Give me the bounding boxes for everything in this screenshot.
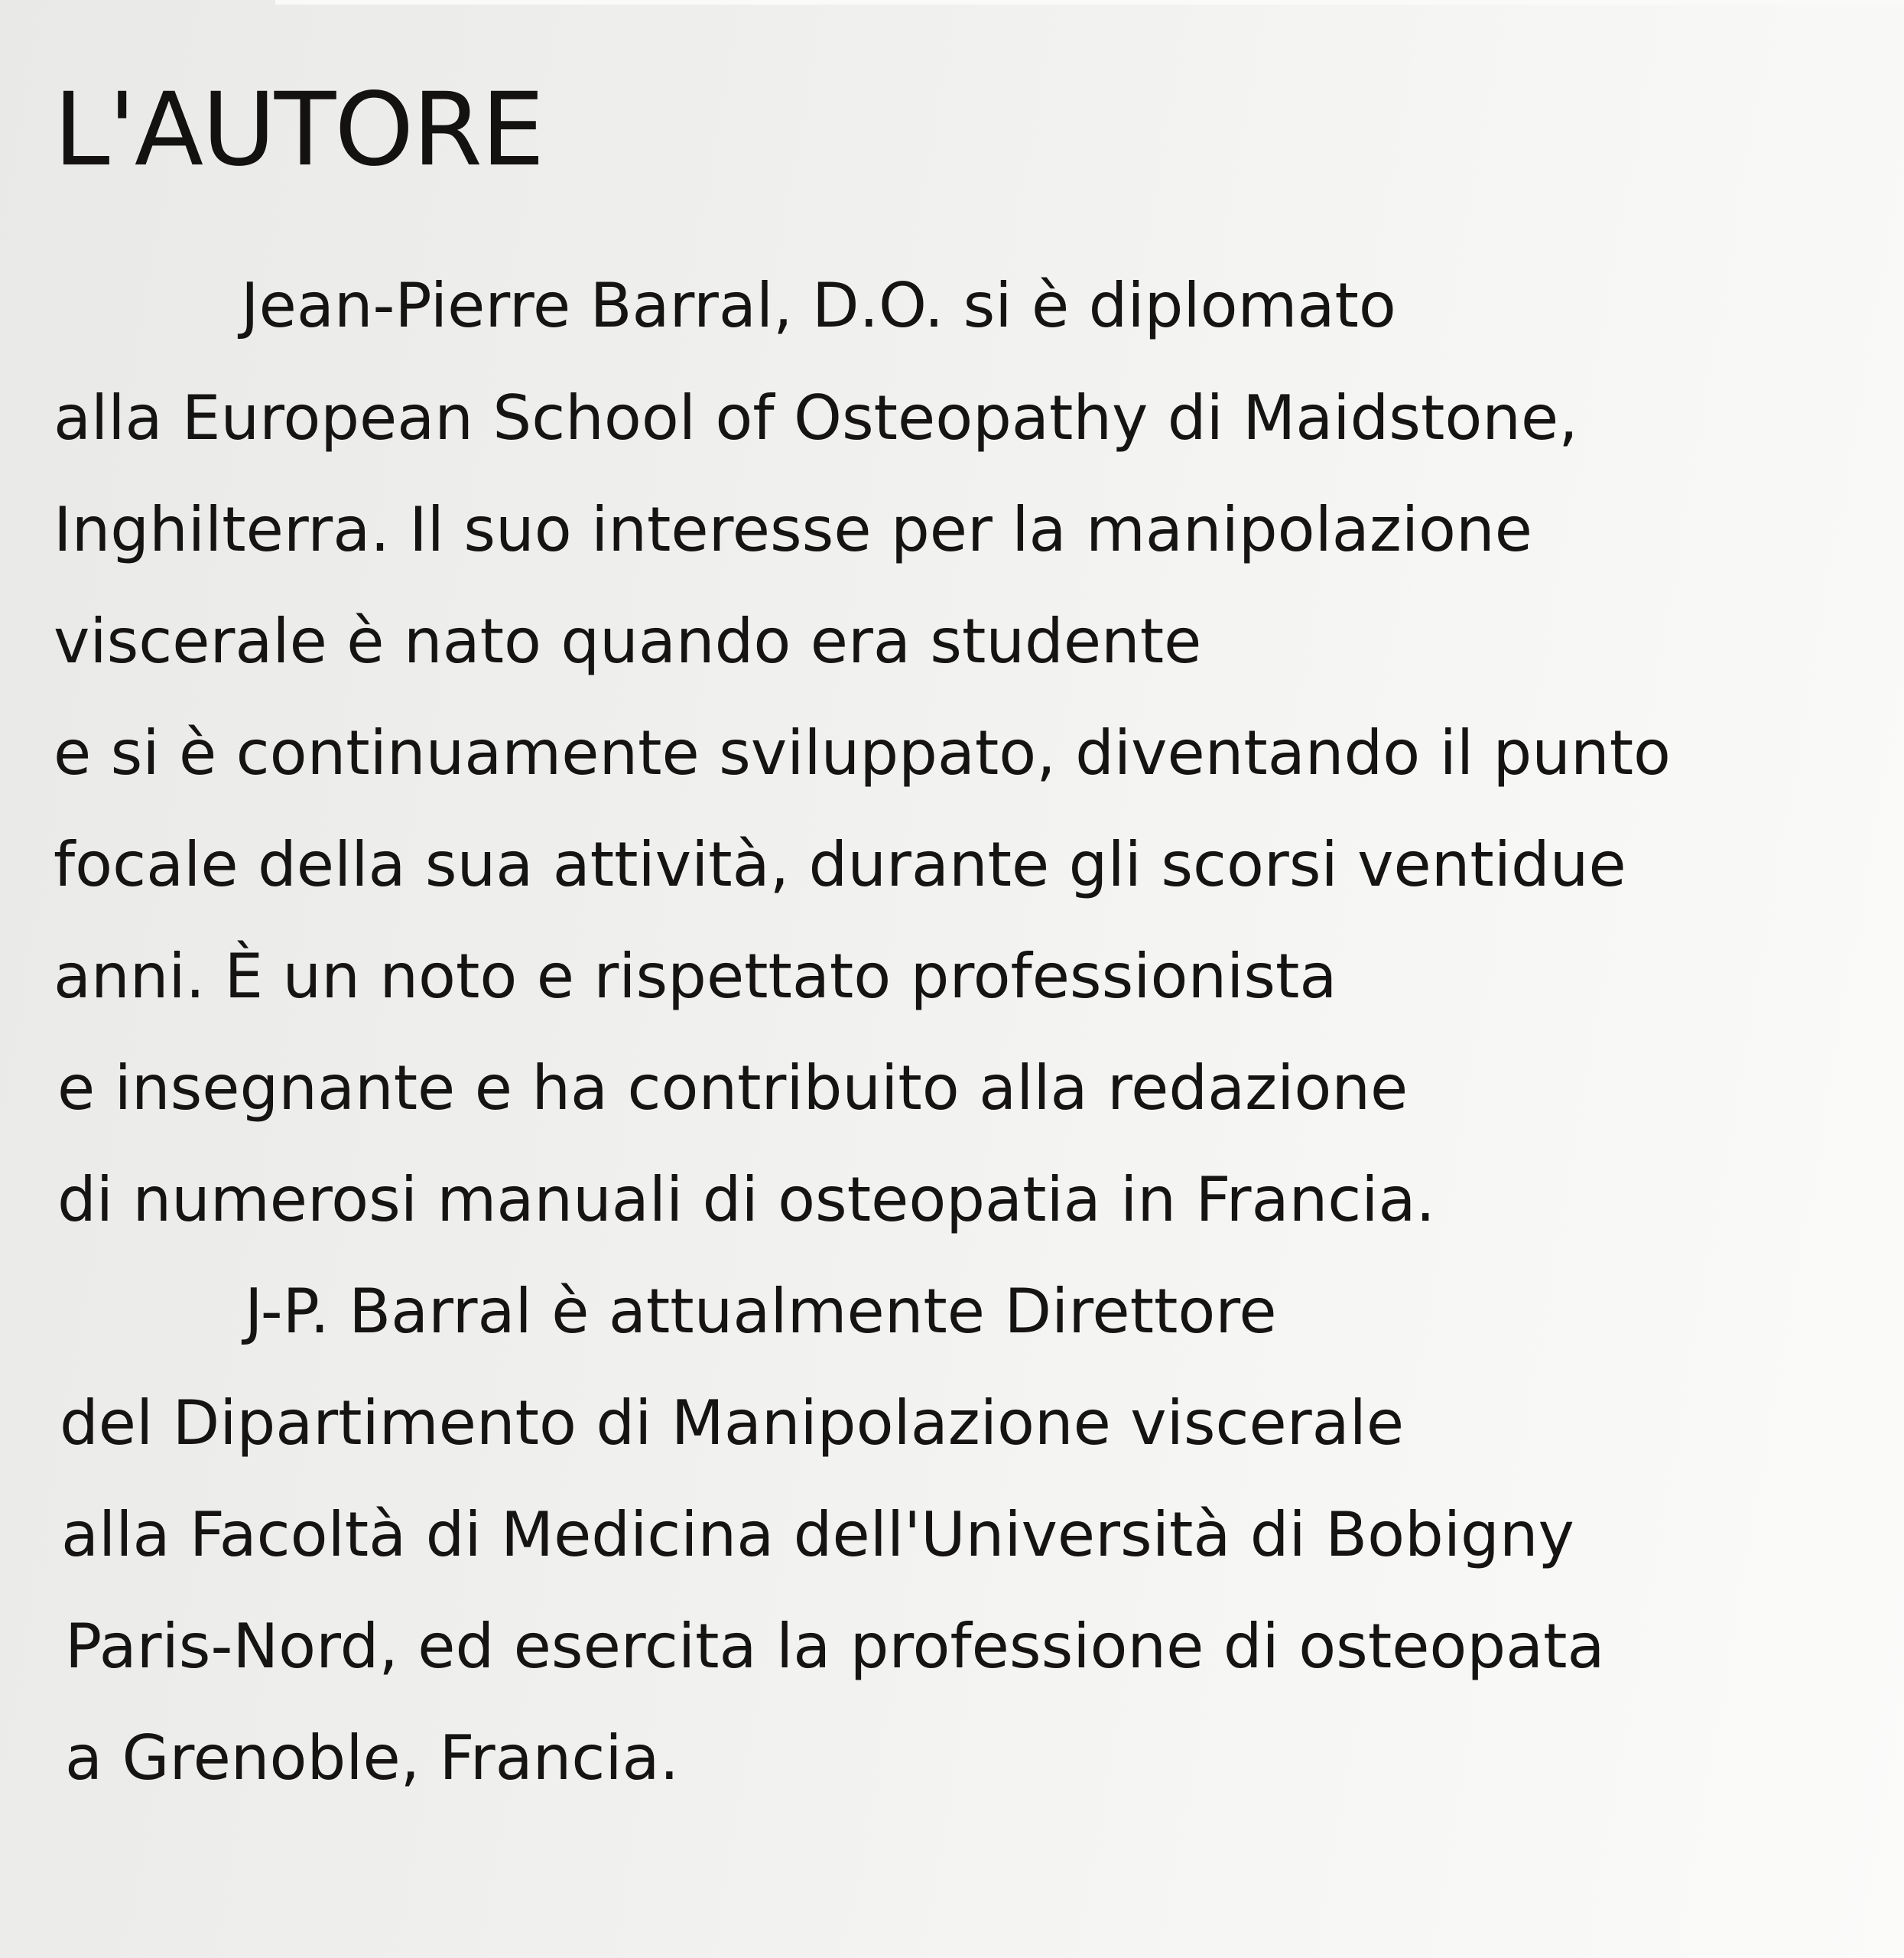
bio-line-9: di numerosi manuali di osteopatia in Francia. xyxy=(57,1164,1435,1235)
bio-line-12: alla Facoltà di Medicina dell'Università di Bobigny xyxy=(61,1499,1574,1570)
bio-line-13: Paris-Nord, ed esercita la professione di osteopata xyxy=(65,1611,1605,1682)
bio-line-2: alla European School of Osteopathy di Maidstone, xyxy=(54,382,1578,454)
bio-line-7: anni. È un noto e rispettato professionista xyxy=(54,941,1337,1012)
bio-line-8: e insegnante e ha contribuito alla redazione xyxy=(57,1052,1409,1124)
bio-line-1: Jean-Pierre Barral, D.O. si è diplomato xyxy=(241,270,1396,341)
bio-line-6: focale della sua attività, durante gli scorsi ventidue xyxy=(54,829,1626,900)
bio-line-14: a Grenoble, Francia. xyxy=(65,1722,680,1794)
page-title: L'AUTORE xyxy=(54,71,544,189)
bio-line-5: e si è continuamente sviluppato, diventando il punto xyxy=(54,717,1671,789)
bio-line-3: Inghilterra. Il suo interesse per la manipolazione xyxy=(54,494,1532,565)
bio-line-4: viscerale è nato quando era studente xyxy=(54,606,1202,677)
page-top-edge xyxy=(275,0,1904,5)
bio-line-10: J-P. Barral è attualmente Direttore xyxy=(245,1276,1277,1347)
bio-line-11: del Dipartimento di Manipolazione viscerale xyxy=(60,1387,1405,1459)
